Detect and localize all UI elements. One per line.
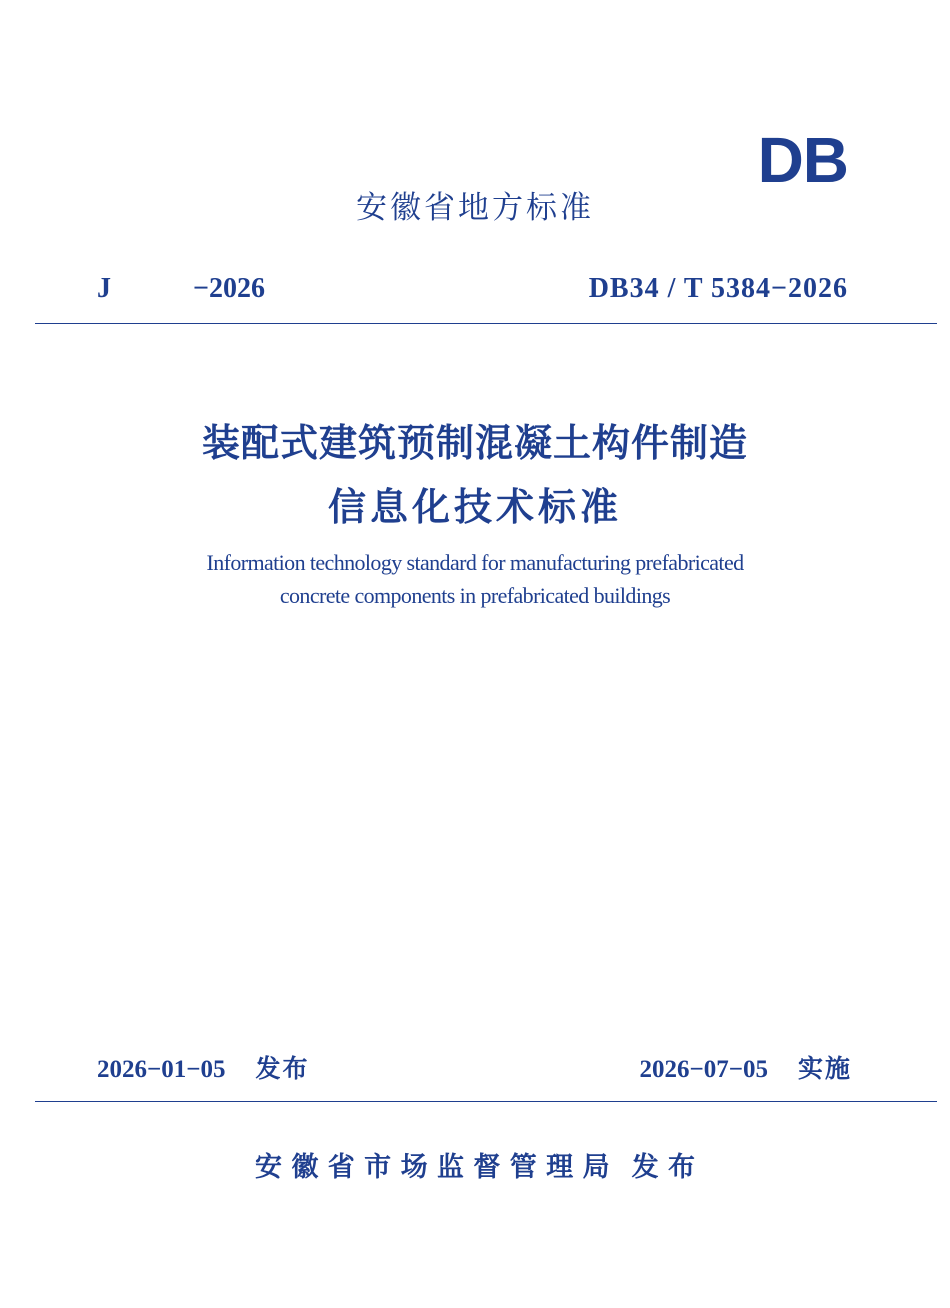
top-divider — [35, 323, 937, 324]
publisher-name: 安 徽 省 市 场 监 督 管 理 局 — [254, 1152, 610, 1183]
effective-label: 实施 — [797, 1054, 852, 1083]
standard-number: DB34 / T 5384−2026 — [588, 273, 848, 304]
title-en-line2: concrete components in prefabricated buildings — [279, 583, 671, 608]
bottom-divider — [35, 1101, 937, 1102]
issue-label: 发布 — [255, 1054, 310, 1083]
publish-label: 发 布 — [631, 1152, 695, 1183]
effective-date-block — [639, 1051, 852, 1088]
issue-date: 2026−01−05 — [97, 1056, 226, 1083]
issue-date-block — [97, 1051, 310, 1088]
title-cn-line2: 信息化技术标准 — [327, 485, 622, 529]
standard-type-heading: 安徽省地方标准 — [356, 190, 594, 226]
j-code-prefix: J — [97, 273, 111, 304]
effective-date: 2026−07−05 — [639, 1056, 768, 1083]
title-cn-line1: 装配式建筑预制混凝土构件制造 — [201, 421, 748, 465]
db-logo: DB — [757, 124, 848, 196]
publisher-line — [0, 1148, 950, 1188]
j-code-year: −2026 — [193, 273, 265, 304]
title-en-line1: Information technology standard for manufacturing prefabricated — [206, 550, 744, 575]
